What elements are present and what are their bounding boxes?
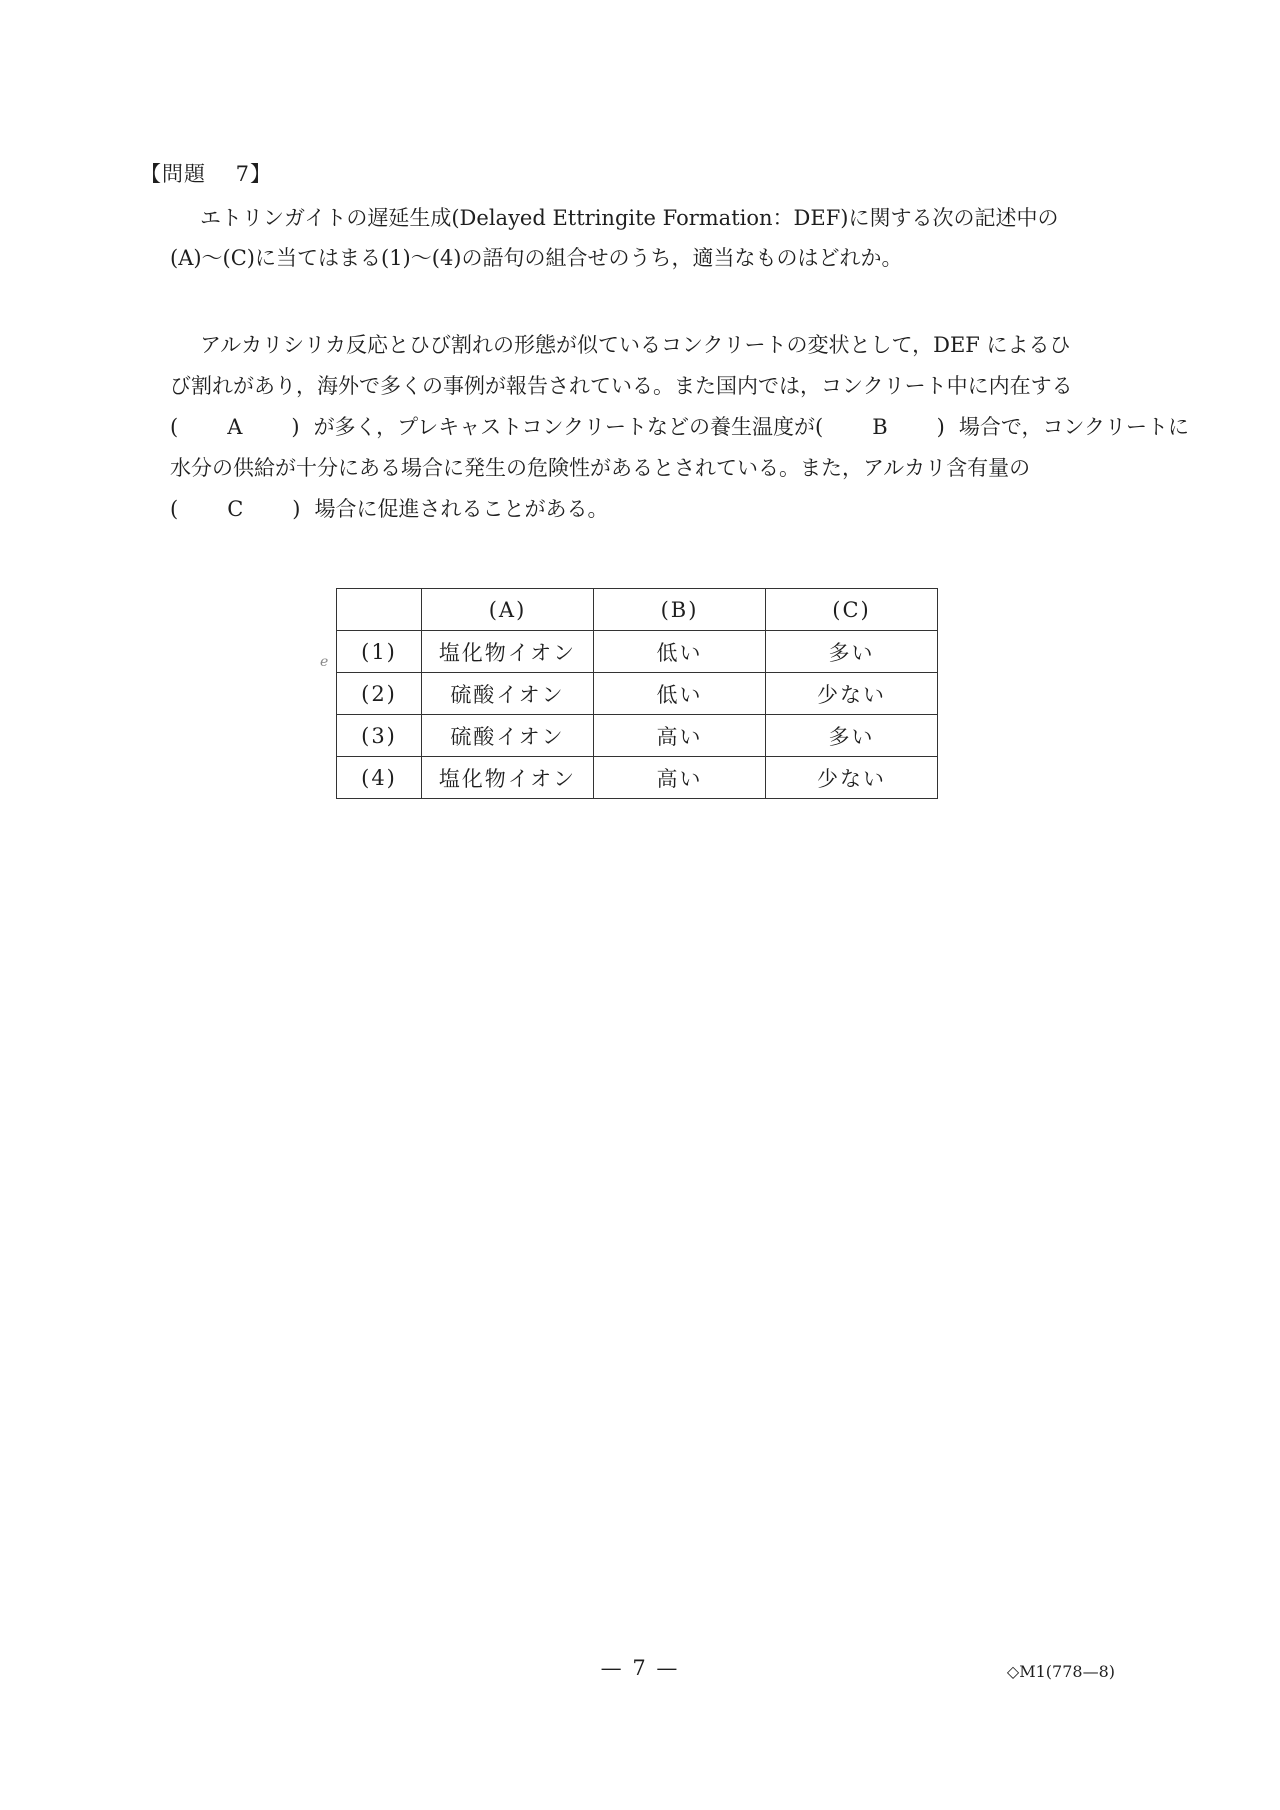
option-a-value: 硫酸イオン bbox=[422, 673, 594, 715]
margin-pencil-mark: e bbox=[320, 654, 329, 670]
table-row bbox=[337, 757, 938, 799]
table-header-cell: (B) bbox=[594, 589, 766, 631]
table-header-cell bbox=[337, 589, 422, 631]
passage-line-5 bbox=[170, 489, 1140, 530]
option-b-value: 高い bbox=[594, 715, 766, 757]
option-a-value: 塩化物イオン bbox=[422, 631, 594, 673]
page-number: — 7 — bbox=[600, 1656, 680, 1680]
table-row bbox=[337, 715, 938, 757]
option-a-value: 硫酸イオン bbox=[422, 715, 594, 757]
blank-b: ( B ) bbox=[815, 415, 959, 439]
option-number: (3) bbox=[337, 715, 422, 757]
problem-heading: 【問題 7】 bbox=[140, 162, 273, 186]
passage-text bbox=[170, 325, 1190, 530]
table-header-cell: (C) bbox=[766, 589, 938, 631]
passage-line-1: アルカリシリカ反応とひび割れの形態が似ているコンクリートの変状として，DEF によるひ bbox=[200, 333, 1071, 357]
question-text bbox=[170, 198, 1120, 278]
passage-line-3 bbox=[170, 407, 1190, 448]
option-c-value: 多い bbox=[766, 715, 938, 757]
option-b-value: 高い bbox=[594, 757, 766, 799]
answer-options-table bbox=[336, 588, 938, 799]
option-number: (2) bbox=[337, 673, 422, 715]
option-c-value: 少ない bbox=[766, 757, 938, 799]
option-c-value: 多い bbox=[766, 631, 938, 673]
question-line-2: (A)～(C)に当てはまる(1)～(4)の語句の組合せのうち，適当なものはどれか。 bbox=[170, 246, 903, 270]
option-number: (1) bbox=[337, 631, 422, 673]
blank-c: ( C ) bbox=[170, 497, 315, 521]
option-number: (4) bbox=[337, 757, 422, 799]
blank-a: ( A ) bbox=[170, 415, 314, 439]
passage-line-5-text: 場合に促進されることがある。 bbox=[314, 497, 609, 521]
option-b-value: 低い bbox=[594, 673, 766, 715]
table-row bbox=[337, 631, 938, 673]
table-header-row bbox=[337, 589, 938, 631]
exam-code: ◇M1(778—8) bbox=[1006, 1662, 1115, 1681]
option-c-value: 少ない bbox=[766, 673, 938, 715]
passage-line-2: び割れがあり，海外で多くの事例が報告されている。また国内では，コンクリート中に内在する bbox=[170, 374, 1073, 398]
option-b-value: 低い bbox=[594, 631, 766, 673]
passage-line-4: 水分の供給が十分にある場合に発生の危険性があるとされている。また，アルカリ含有量の bbox=[170, 456, 1031, 480]
table-row bbox=[337, 673, 938, 715]
option-a-value: 塩化物イオン bbox=[422, 757, 594, 799]
table-header-cell: (A) bbox=[422, 589, 594, 631]
passage-line-3-text-2: 場合で，コンクリートに bbox=[958, 415, 1190, 439]
passage-line-3-text-1: が多く，プレキャストコンクリートなどの養生温度が bbox=[313, 415, 816, 439]
question-line-1: エトリンガイトの遅延生成(Delayed Ettringite Formation：DEF)に関する次の記述中の bbox=[200, 206, 1059, 230]
